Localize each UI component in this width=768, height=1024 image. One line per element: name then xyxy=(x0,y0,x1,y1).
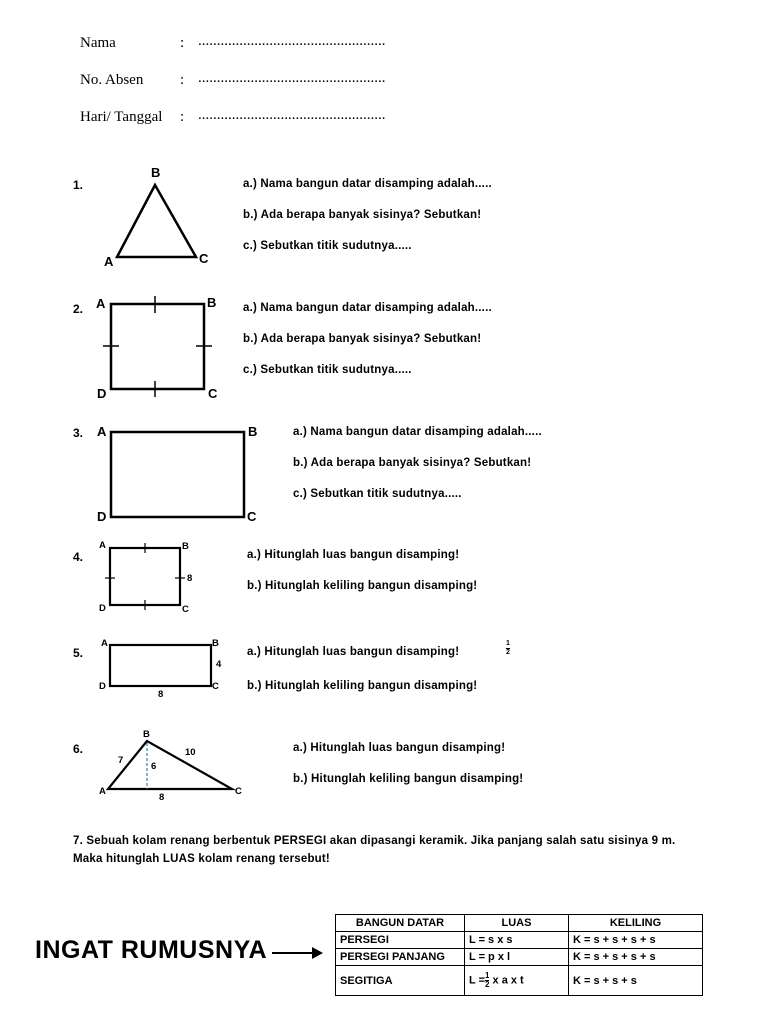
question-number: 2. xyxy=(73,302,84,316)
field-colon: : xyxy=(180,109,185,125)
vertex-label: D xyxy=(99,681,106,692)
field-dots-absen[interactable]: .................................................. xyxy=(198,70,386,86)
vertex-label: C xyxy=(235,786,242,797)
table-cell: L = s x s xyxy=(465,932,569,949)
table-cell: SEGITIGA xyxy=(336,966,465,996)
vertex-label: B xyxy=(182,541,189,552)
field-label-absen: No. Absen xyxy=(80,72,144,88)
table-cell-formula xyxy=(465,966,569,996)
field-dots-nama[interactable]: .................................................. xyxy=(198,33,386,49)
question-item: b.) Hitunglah keliling bangun disamping! xyxy=(247,680,478,692)
field-label-tanggal: Hari/ Tanggal xyxy=(80,109,163,125)
vertex-label: A xyxy=(101,638,108,649)
side-length-label: 8 xyxy=(187,573,193,584)
formula-fraction: $\frac{1}{2}$ xyxy=(485,971,490,989)
table-cell: PERSEGI PANJANG xyxy=(336,949,465,966)
vertex-label: B xyxy=(143,729,150,740)
vertex-label: A xyxy=(96,296,106,311)
table-header: KELILING xyxy=(569,915,703,932)
vertex-label: A xyxy=(99,786,106,797)
table-row xyxy=(336,949,703,966)
field-dots-tanggal[interactable]: .................................................. xyxy=(198,107,386,123)
question-item: c.) Sebutkan titik sudutnya..... xyxy=(243,364,412,376)
stray-fraction: $\frac{1}{2}$ xyxy=(506,640,510,657)
banner-title: INGAT RUMUSNYA xyxy=(35,936,268,964)
table-row xyxy=(336,966,703,996)
table-cell: L = p x l xyxy=(465,949,569,966)
vertex-label: C xyxy=(212,681,219,692)
vertex-label: B xyxy=(207,295,217,310)
table-row xyxy=(336,932,703,949)
question-number: 6. xyxy=(73,742,84,756)
question-item: c.) Sebutkan titik sudutnya..... xyxy=(243,240,412,252)
question-number: 4. xyxy=(73,550,84,564)
vertex-label: D xyxy=(97,386,107,401)
question-item: a.) Hitunglah luas bangun disamping! xyxy=(247,646,460,658)
vertex-label: C xyxy=(208,386,218,401)
vertex-label: A xyxy=(97,424,107,439)
table-header-row xyxy=(336,915,703,932)
vertex-label: A xyxy=(99,540,106,551)
field-label-nama: Nama xyxy=(80,35,116,51)
question7-line1: 7. Sebuah kolam renang berbentuk PERSEGI akan dipasangi keramik. Jika panjang salah satu sisinya 9 m. xyxy=(73,835,676,847)
question7-line2: Maka hitunglah LUAS kolam renang tersebut! xyxy=(73,853,330,865)
width-label: 8 xyxy=(158,689,164,700)
question-item: a.) Hitunglah luas bangun disamping! xyxy=(247,549,460,561)
question-item: c.) Sebutkan titik sudutnya..... xyxy=(293,488,462,500)
question-item: b.) Ada berapa banyak sisinya? Sebutkan! xyxy=(243,209,482,221)
table-header: BANGUN DATAR xyxy=(336,915,465,932)
side-label-right: 10 xyxy=(185,747,196,758)
vertex-label: B xyxy=(248,424,258,439)
vertex-label: B xyxy=(151,165,161,180)
question-number: 3. xyxy=(73,426,84,440)
side-label-left: 7 xyxy=(118,755,124,766)
question-number: 5. xyxy=(73,646,84,660)
table-cell: K = s + s + s + s xyxy=(569,932,703,949)
question-item: a.) Nama bangun datar disamping adalah..... xyxy=(293,426,542,438)
table-cell: K = s + s + s xyxy=(569,966,703,996)
formula-suffix: x a x t xyxy=(492,974,524,987)
base-label: 8 xyxy=(159,792,165,803)
question-item: b.) Ada berapa banyak sisinya? Sebutkan! xyxy=(293,457,532,469)
question-number: 1. xyxy=(73,178,84,192)
question-item: a.) Nama bangun datar disamping adalah..... xyxy=(243,302,492,314)
question-item: a.) Hitunglah luas bangun disamping! xyxy=(293,742,506,754)
vertex-label: D xyxy=(97,509,107,524)
question-item: b.) Hitunglah keliling bangun disamping! xyxy=(247,580,478,592)
field-colon: : xyxy=(180,35,185,51)
formula-prefix: L = xyxy=(469,974,486,987)
vertex-label: C xyxy=(247,509,257,524)
vertex-label: C xyxy=(199,251,209,266)
field-colon: : xyxy=(180,72,185,88)
height-label: 6 xyxy=(151,761,157,772)
vertex-label: C xyxy=(182,604,189,615)
question-item: b.) Ada berapa banyak sisinya? Sebutkan! xyxy=(243,333,482,345)
formula-table xyxy=(335,914,703,996)
table-cell: K = s + s + s + s xyxy=(569,949,703,966)
question-item: b.) Hitunglah keliling bangun disamping! xyxy=(293,773,524,785)
vertex-label: D xyxy=(99,603,106,614)
question-item: a.) Nama bangun datar disamping adalah..... xyxy=(243,178,492,190)
vertex-label: B xyxy=(212,638,219,649)
vertex-label: A xyxy=(104,254,114,269)
table-header: LUAS xyxy=(465,915,569,932)
table-cell: PERSEGI xyxy=(336,932,465,949)
height-label: 4 xyxy=(216,659,222,670)
